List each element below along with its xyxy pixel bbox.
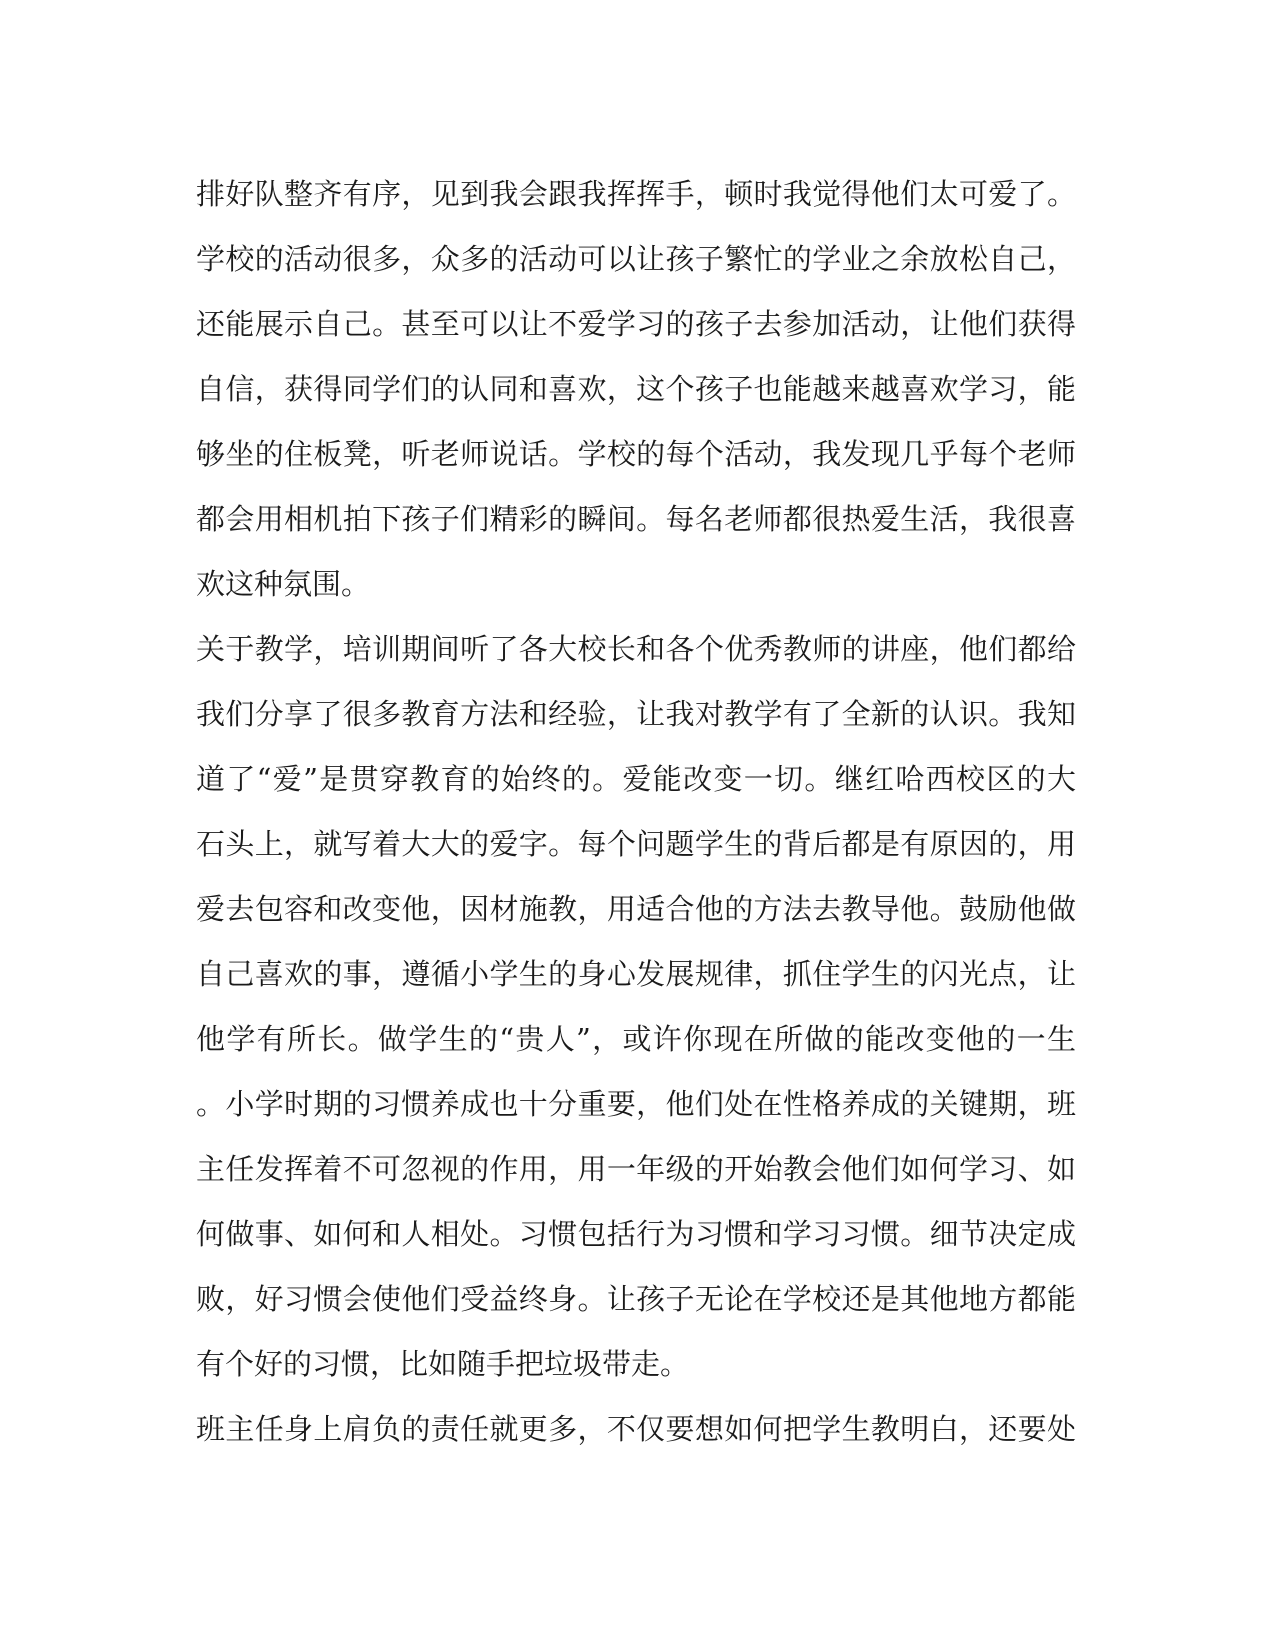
text-line: 关于教学，培训期间听了各大校长和各个优秀教师的讲座，他们都给 <box>196 632 1076 666</box>
text-line: 石头上，就写着大大的爱字。每个问题学生的背后都是有原因的，用 <box>196 827 1076 861</box>
text-line: 都会用相机拍下孩子们精彩的瞬间。每名老师都很热爱生活，我很喜 <box>196 502 1076 536</box>
text-line: 自己喜欢的事，遵循小学生的身心发展规律，抓住学生的闪光点，让 <box>196 957 1076 991</box>
text-line: 班主任身上肩负的责任就更多，不仅要想如何把学生教明白，还要处 <box>196 1412 1076 1446</box>
text-line: 我们分享了很多教育方法和经验，让我对教学有了全新的认识。我知 <box>196 697 1076 731</box>
text-line: 他学有所长。做学生的“贵人”，或许你现在所做的能改变他的一生 <box>196 1022 1076 1056</box>
text-line: 自信，获得同学们的认同和喜欢，这个孩子也能越来越喜欢学习，能 <box>196 372 1076 406</box>
text-line: 爱去包容和改变他，因材施教，用适合他的方法去教导他。鼓励他做 <box>196 892 1076 926</box>
text-line: 还能展示自己。甚至可以让不爱学习的孩子去参加活动，让他们获得 <box>196 307 1076 341</box>
text-line: 败，好习惯会使他们受益终身。让孩子无论在学校还是其他地方都能 <box>196 1282 1076 1316</box>
text-line: 道了“爱”是贯穿教育的始终的。爱能改变一切。继红哈西校区的大 <box>196 762 1076 796</box>
text-line: 欢这种氛围。 <box>196 567 371 601</box>
text-line: 何做事、如何和人相处。习惯包括行为习惯和学习习惯。细节决定成 <box>196 1217 1076 1251</box>
text-line: 排好队整齐有序，见到我会跟我挥挥手，顿时我觉得他们太可爱了。 <box>196 177 1076 211</box>
text-line: 主任发挥着不可忽视的作用，用一年级的开始教会他们如何学习、如 <box>196 1152 1076 1186</box>
text-line: 够坐的住板凳，听老师说话。学校的每个活动，我发现几乎每个老师 <box>196 437 1076 471</box>
document-body <box>196 162 1076 1462</box>
text-line: 。小学时期的习惯养成也十分重要，他们处在性格养成的关键期，班 <box>196 1087 1076 1121</box>
text-line: 学校的活动很多，众多的活动可以让孩子繁忙的学业之余放松自己， <box>196 242 1076 276</box>
text-line: 有个好的习惯，比如随手把垃圾带走。 <box>196 1347 690 1381</box>
